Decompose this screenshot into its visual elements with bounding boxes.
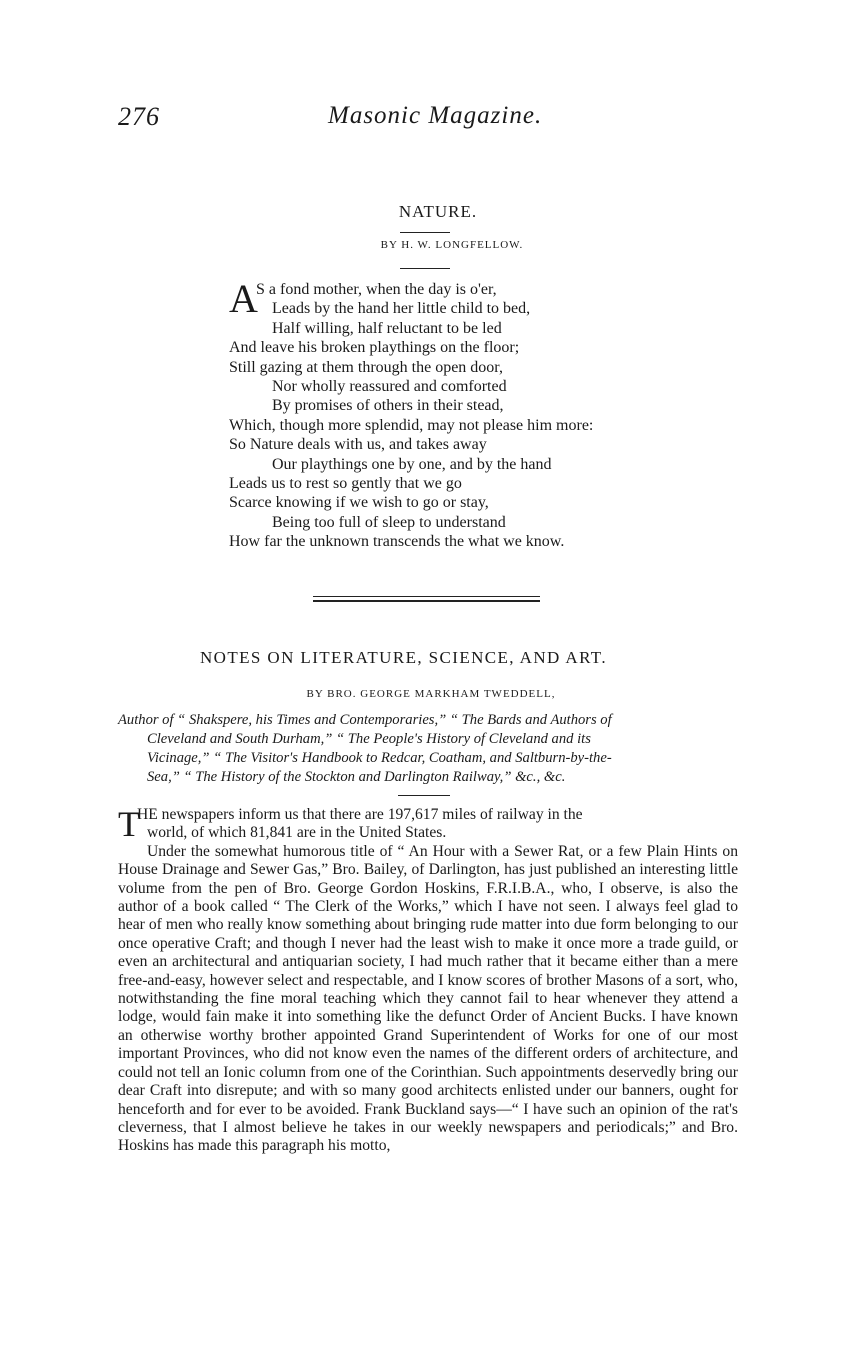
poem-title: NATURE. bbox=[398, 202, 478, 221]
poem-line: Scarce knowing if we wish to go or stay, bbox=[229, 494, 489, 512]
author-credits bbox=[118, 711, 738, 787]
poem-byline-rule bbox=[400, 268, 450, 269]
poem-line: And leave his broken playthings on the floor; bbox=[229, 339, 520, 357]
dropcap-T: T bbox=[118, 804, 140, 844]
paragraph-1-line-1: HE newspapers inform us that there are 197,617 miles of railway in the bbox=[137, 806, 583, 823]
poem-line: By promises of others in their stead, bbox=[272, 397, 504, 415]
poem-line: Our playthings one by one, and by the hand bbox=[272, 455, 552, 473]
poem-line: S a fond mother, when the day is o'er, bbox=[256, 281, 497, 298]
running-title: Masonic Magazine. bbox=[328, 102, 543, 129]
page-number: 276 bbox=[118, 102, 160, 131]
section-divider bbox=[313, 596, 540, 602]
paragraph-2: Under the somewhat humorous title of “ An Hour with a Sewer Rat, or a few Plain Hints on House Drainage and Sewer Gas,” Bro. Bailey, of Darlington, has just published an interesting little volume from the pen of Bro. George Gordon Hoskins, F.R.I.B.A., who, I observe, is also the author of a book called “ The Clerk of the Works,” which I have not seen. I always feel glad to hear of men who really know something about bringing rude matter into due form belonging to our once operative Craft; and though I never had the least wish to make it once more a trade guild, or even an architectural and antiquarian society, I had much rather that it became either than a mere free-and-easy, however select and respectable, and I know scores of brother Masons of a sort, who, notwithstanding the fine moral teaching which they cannot fail to hear whenever they attend a lodge, would fain make it into something like the defunct Order of Ancient Bucks. I have known an otherwise worthy brother appointed Grand Superintendent of Works for one of our most important Provinces, who did not know even the names of the different orders of architecture, and could not tell an Ionic column from one of the Corinthian. Such appointments deservedly bring our dear Craft into disrepute; and with so many good architects enlisted under our banners, ought for henceforth and for ever to be avoided. Frank Buckland says—“ I have such an opinion of the rat's cleverness, that I almost believe he takes in our weekly newspapers and periodicals;” and Bro. Hoskins has made this paragraph his motto, bbox=[118, 842, 738, 1155]
credits-rule bbox=[398, 795, 450, 796]
credits-line: Vicinage,” “ The Visitor's Handbook to Redcar, Coatham, and Saltburn-by-the- bbox=[147, 750, 612, 766]
poem-byline: BY H. W. LONGFELLOW. bbox=[380, 239, 524, 251]
poem-line: Leads by the hand her little child to bed, bbox=[272, 300, 531, 318]
poem-line: Half willing, half reluctant to be led bbox=[272, 319, 502, 337]
poem-line: Still gazing at them through the open door, bbox=[229, 358, 503, 376]
poem-line: So Nature deals with us, and takes away bbox=[229, 436, 487, 454]
poem-line: Which, though more splendid, may not please him more: bbox=[229, 416, 594, 434]
credits-line: Author of “ Shakspere, his Times and Contemporaries,” “ The Bards and Authors of bbox=[118, 712, 612, 728]
article-title: NOTES ON LITERATURE, SCIENCE, AND ART. bbox=[200, 648, 607, 667]
poem-line: How far the unknown transcends the what we know. bbox=[229, 533, 565, 551]
article-byline: BY BRO. GEORGE MARKHAM TWEDDELL, bbox=[306, 688, 556, 700]
article-body bbox=[118, 806, 738, 1156]
poem-body bbox=[229, 276, 689, 551]
poem-line: Nor wholly reassured and comforted bbox=[272, 377, 507, 395]
poem-title-rule bbox=[400, 232, 450, 233]
credits-line: Cleveland and South Durham,” “ The People's History of Cleveland and its bbox=[147, 731, 591, 747]
dropcap-A: A bbox=[229, 276, 258, 321]
poem-line: Leads us to rest so gently that we go bbox=[229, 474, 462, 492]
credits-line: Sea,” “ The History of the Stockton and Darlington Railway,” &c., &c. bbox=[147, 769, 566, 785]
paragraph-1-line-2: world, of which 81,841 are in the United States. bbox=[147, 824, 447, 842]
poem-line: Being too full of sleep to understand bbox=[272, 513, 506, 531]
paragraph-1 bbox=[118, 806, 738, 843]
